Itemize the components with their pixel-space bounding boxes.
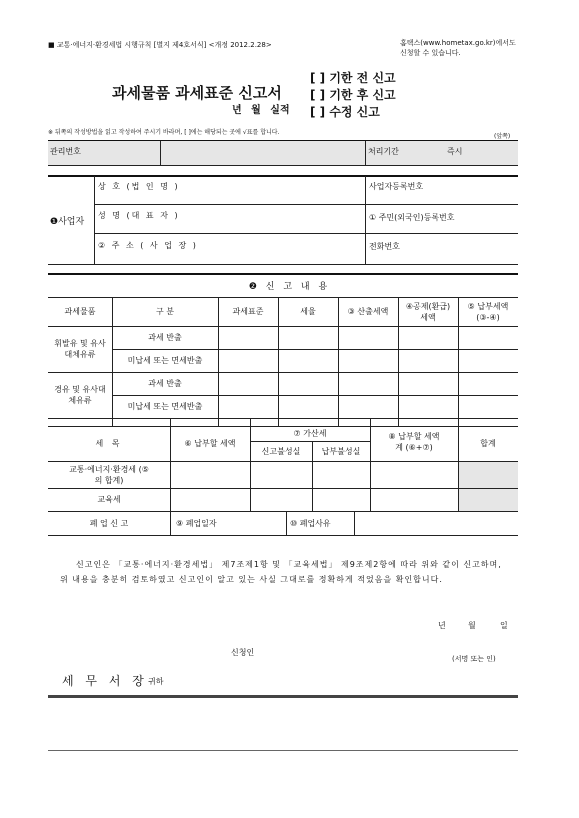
report-content-section-title: ❷ 신 고 내 용 (248, 282, 331, 292)
form-title: 과세물품 과세표준 신고서 (112, 84, 282, 102)
representative-field[interactable]: 성 명 (대 표 자 ) (98, 211, 180, 220)
row-gasoline-taxable: 과세 반출 (148, 333, 182, 342)
business-reg-no-field[interactable]: 사업자등록번호 (369, 182, 424, 191)
option-before-deadline[interactable]: [ ] 기한 전 신고 (310, 71, 396, 85)
closure-reason-field[interactable]: ⑩ 폐업사유 (290, 518, 331, 528)
address-field[interactable]: ② 주 소 ( 사 업 장 ) (98, 241, 198, 250)
declaration-text: 신고인은 「교통·에너지·환경세법」 제7조제1항 및 「교육세법」 제9조제2항에 따라 위와 같이 신고하며, 위 내용을 충분히 검토하였고 신고인이 알고 있는 사실 그대로를 정확하게 적었음을 확인합니다. (60, 560, 502, 584)
hometax-note-line2: 신청할 수 있습니다. (400, 49, 461, 57)
col-header-payment-penalty: 납부불성실 (321, 446, 361, 456)
report-type-options (310, 70, 396, 121)
row-diesel-exempt: 미납세 또는 면세반출 (127, 402, 203, 411)
row-gasoline-exempt: 미납세 또는 면세반출 (127, 356, 203, 365)
resident-no-field[interactable]: ① 주민(외국인)등록번호 (369, 213, 455, 222)
row-traffic-energy-tax: 교통·에너지·환경세 (⑤의 합계) (69, 464, 149, 485)
signature-label[interactable]: (서명 또는 인) (452, 655, 496, 663)
form-subtitle-period: 년 월 실적 (232, 105, 290, 116)
applicant-label: 신청인 (231, 648, 255, 657)
hometax-note-line1: 홈택스(www.hometax.go.kr)에서도 (400, 39, 516, 47)
phone-field[interactable]: 전화번호 (369, 242, 400, 251)
honorific: 귀하 (148, 677, 164, 686)
option-after-deadline[interactable]: [ ] 기한 후 신고 (310, 88, 396, 102)
col-header-total: 합계 (480, 439, 496, 448)
col-header-tax-item: 세 목 (95, 439, 123, 448)
col-header-total-payable: ⑧ 납부할 세액 계 (⑥+⑦) (388, 431, 440, 452)
business-section-label: ❶사업자 (50, 217, 85, 227)
col-header-payable-tax: ⑥ 납부할 세액 (184, 439, 236, 448)
date-month[interactable]: 월 (468, 621, 476, 630)
row-diesel-taxable: 과세 반출 (148, 379, 182, 388)
tax-office-head: 세 무 서 장 (62, 674, 148, 688)
col-header-penalty: ⑦ 가산세 (293, 429, 327, 438)
col-header-rate: 세율 (300, 307, 316, 316)
page-side-label: (앞쪽) (494, 133, 511, 140)
col-header-tax-base: 과세표준 (232, 307, 264, 316)
group-gasoline: 휘발유 및 유사대체유류 (54, 339, 106, 359)
processing-immediate: 즉시 (447, 147, 463, 156)
row-education-tax: 교육세 (97, 495, 121, 504)
closure-report-label: 폐 업 신 고 (89, 518, 129, 528)
col-header-report-penalty: 신고불성실 (261, 446, 301, 456)
instruction-note: ※ 뒤쪽의 작성방법을 읽고 작성하여 주시기 바라며, [ ]에는 해당되는 곳에 √표를 합니다. (48, 129, 280, 136)
closure-date-field[interactable]: ⑨ 폐업일자 (176, 518, 217, 528)
date-day[interactable]: 일 (500, 621, 508, 630)
col-header-item: 과세물품 (64, 307, 96, 316)
group-diesel: 경유 및 유사대체유류 (54, 385, 106, 405)
regulation-text: ■ 교통·에너지·환경세법 시행규칙 [별지 제4호서식] <개정 2012.2.28> (48, 41, 272, 49)
business-name-field[interactable]: 상 호 (법 인 명 ) (98, 182, 180, 191)
col-header-deduction: ④공제(환급) 세액 (405, 301, 451, 322)
processing-period-label: 처리기간 (368, 147, 399, 156)
col-header-category: 구 분 (156, 307, 174, 316)
col-header-calculated-tax: ③ 산출세액 (347, 307, 389, 316)
date-year[interactable]: 년 (438, 621, 446, 630)
mgmt-number-label: 관리번호 (50, 147, 81, 156)
col-header-payable: ⑤ 납부세액 (③-④) (467, 301, 509, 322)
option-amended[interactable]: [ ] 수정 신고 (310, 105, 380, 119)
